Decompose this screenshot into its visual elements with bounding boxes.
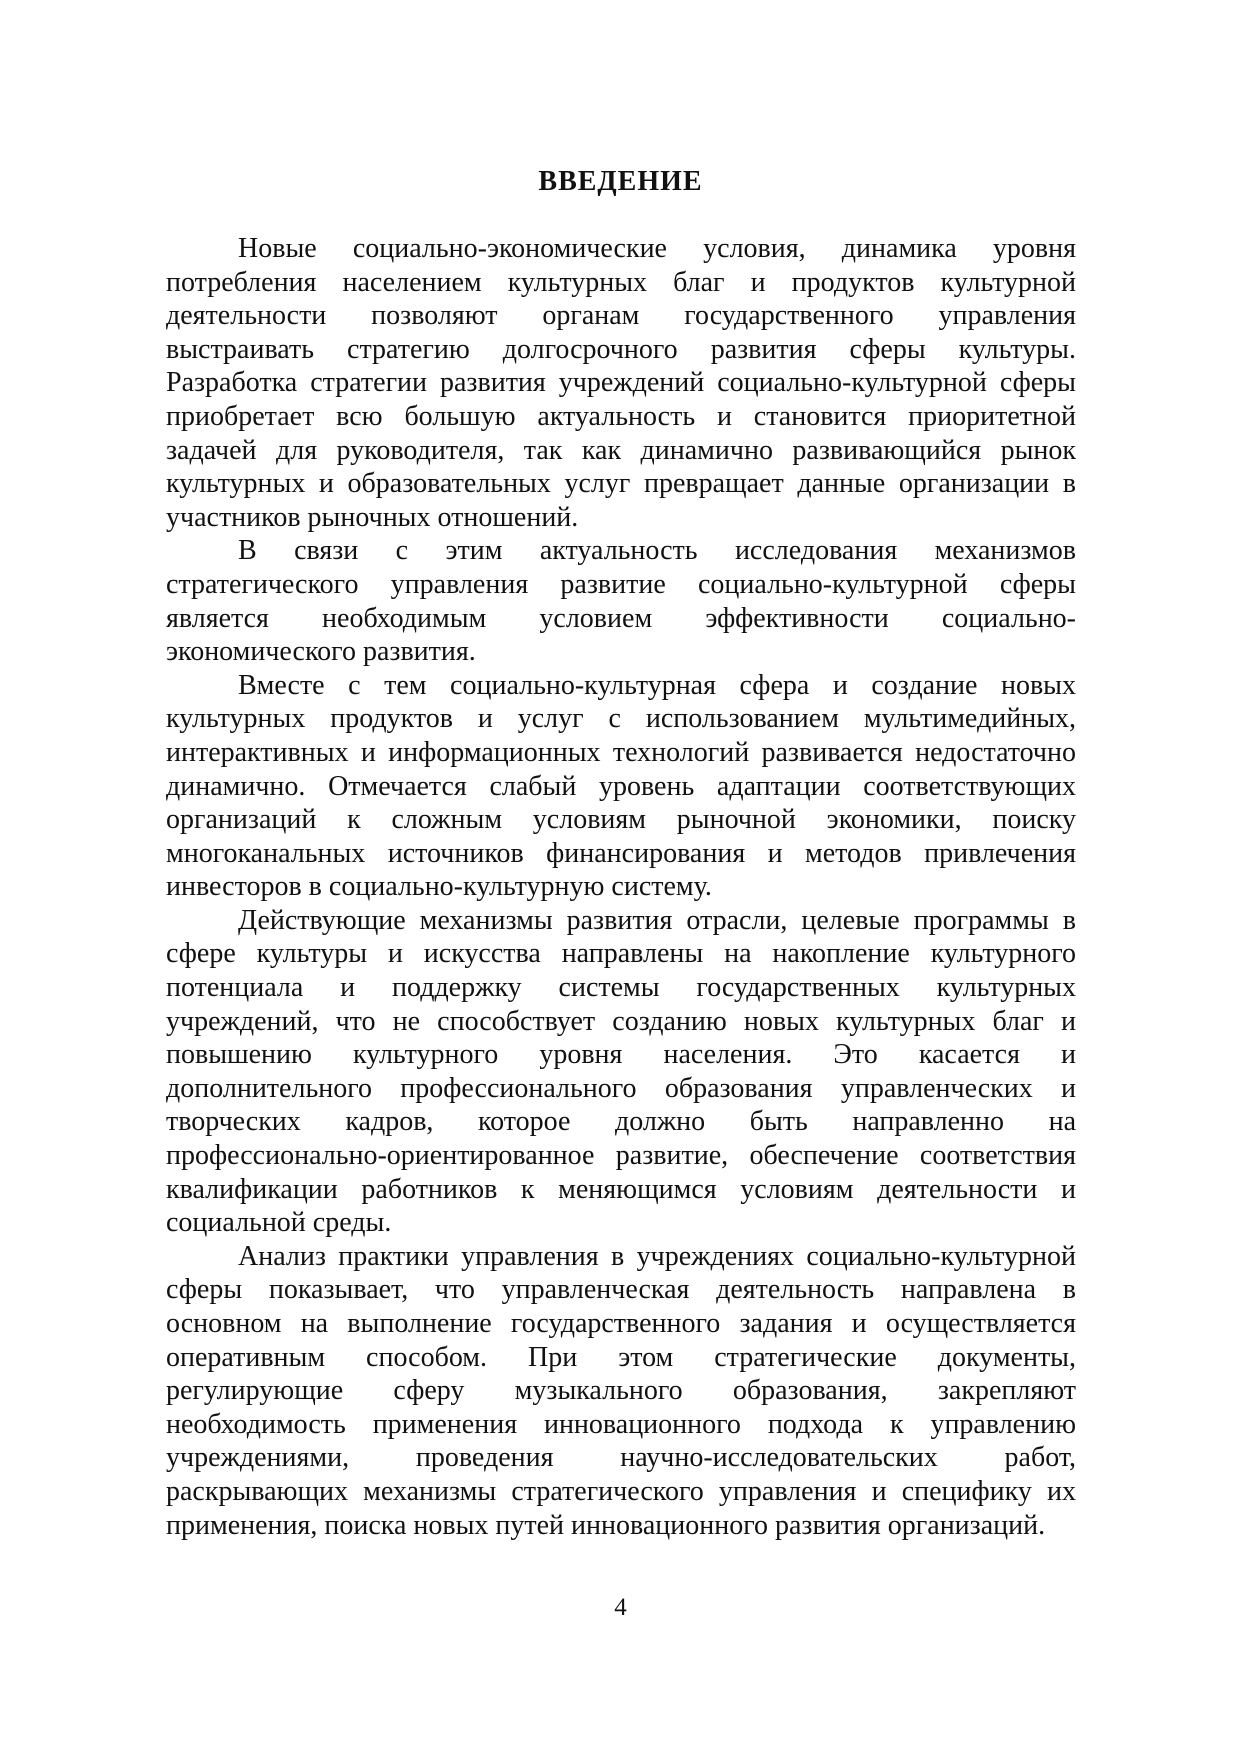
page-number: 4 (614, 1594, 627, 1621)
body-text (166, 232, 1076, 1542)
paragraph-4: Действующие механизмы развития отрасли, целевые программы в сфере культуры и искусства направлены на накопление культурного потенциала и поддержку системы государственных культурных учреждений, что не способствует созданию новых культурных благ и повышению культурного уровня населения. Это касается и дополнительного профессионального образования управленческих и творческих кадров, которое должно быть направленно на профессионально-ориентированное развитие, обеспечение соответствия квалификации работников к меняющимся условиям деятельности и социальной среды. (166, 904, 1076, 1239)
section-title: ВВЕДЕНИЕ (538, 166, 703, 197)
paragraph-3: Вместе с тем социально-культурная сфера и создание новых культурных продуктов и услуг с использованием мультимедийных, интерактивных и информационных технологий развивается недостаточно динамично. Отмечается слабый уровень адаптации соответствующих организаций к сложным условиям рыночной экономики, поиску многоканальных источников финансирования и методов привлечения инвесторов в социально-культурную систему. (166, 669, 1076, 903)
paragraph-5: Анализ практики управления в учреждениях социально-культурной сферы показывает, что управленческая деятельность направлена в основном на выполнение государственного задания и осуществляется оперативным способом. При этом стратегические документы, регулирующие сферу музыкального образования, закрепляют необходимость применения инновационного подхода к управлению учреждениями, проведения научно-исследовательских работ, раскрывающих механизмы стратегического управления и специфику их применения, поиска новых путей инновационного развития организаций. (166, 1240, 1076, 1541)
paragraph-1: Новые социально-экономические условия, динамика уровня потребления населением культурных благ и продуктов культурной деятельности позволяют органам государственного управления выстраивать стратегию долгосрочного развития сферы культуры. Разработка стратегии развития учреждений социально-культурной сферы приобретает всю большую актуальность и становится приоритетной задачей для руководителя, так как динамично развивающийся рынок культурных и образовательных услуг превращает данные организации в участников рыночных отношений. (166, 233, 1076, 533)
paragraph-2: В связи с этим актуальность исследования механизмов стратегического управления развитие социально-культурной сферы является необходимым условием эффективности социально-экономического развития. (166, 535, 1076, 668)
